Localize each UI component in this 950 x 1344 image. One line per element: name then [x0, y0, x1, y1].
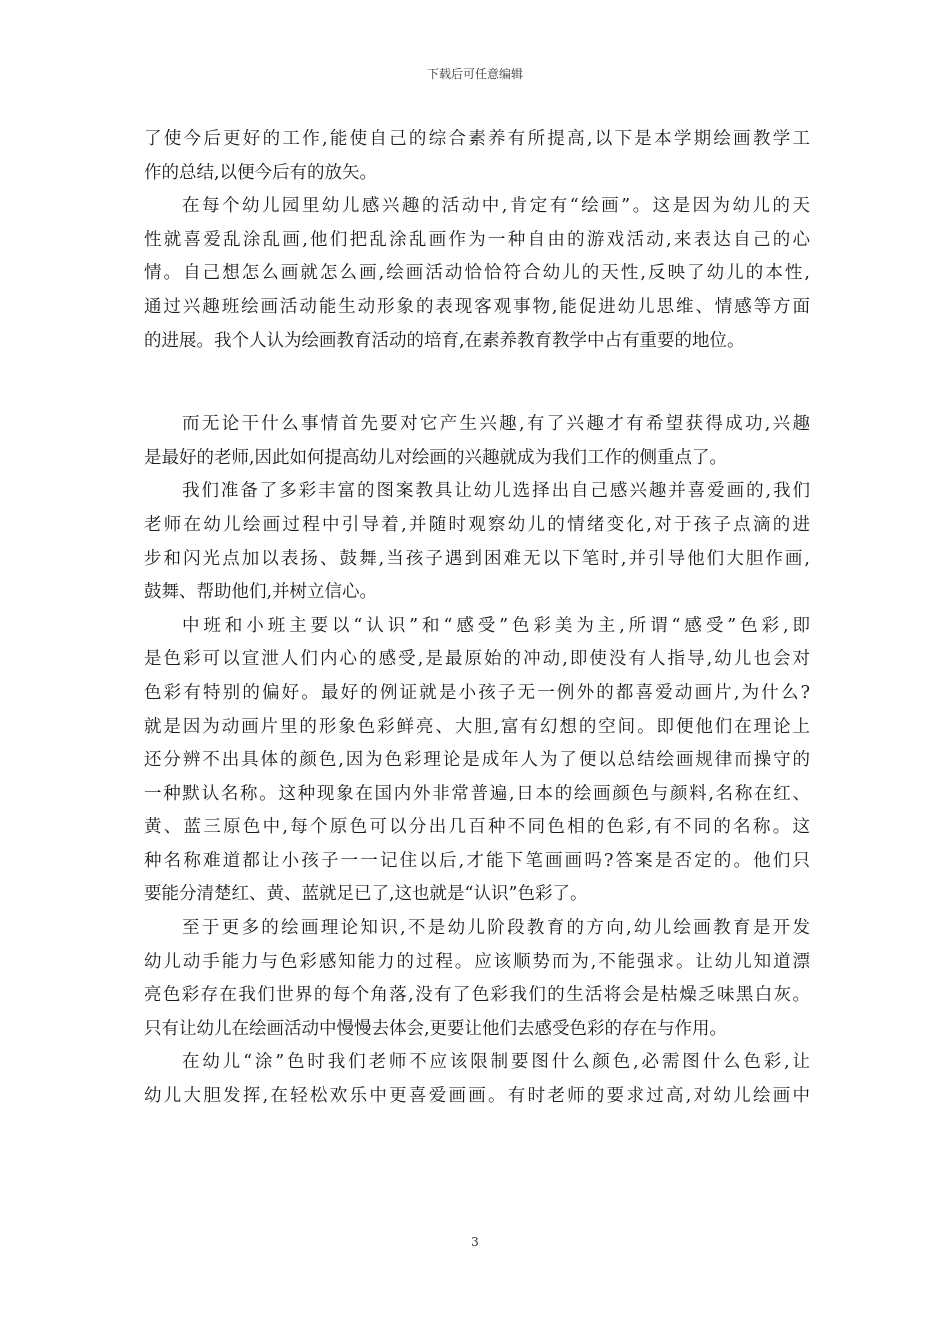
- text-line: 作的总结,以便今后有的放矢。: [144, 162, 378, 183]
- text-line: 黄、蓝三原色中,每个原色可以分出几百种不同色相的色彩,有不同的名称。这: [144, 817, 810, 838]
- paragraph: [144, 610, 810, 912]
- text-line: 的进展。我个人认为绘画教育活动的培育,在素养教育教学中占有重要的地位。: [144, 330, 745, 351]
- text-line: 还分辨不出具体的颜色,因为色彩理论是成年人为了便以总结绘画规律而操守的: [144, 750, 810, 771]
- text-line: 是最好的老师,因此如何提高幼儿对绘画的兴趣就成为我们工作的侧重点了。: [144, 447, 728, 468]
- text-line: 性就喜爱乱涂乱画,他们把乱涂乱画作为一种自由的游戏活动,来表达自己的心: [144, 229, 810, 250]
- text-line: 情。自己想怎么画就怎么画,绘画活动恰恰符合幼儿的天性,反映了幼儿的本性,: [144, 263, 810, 284]
- text-line: 亮色彩存在我们世界的每个角落,没有了色彩我们的生活将会是枯燥乏味黑白灰。: [144, 985, 810, 1006]
- text-line: 中班和小班主要以“认识”和“感受”色彩美为主,所谓“感受”色彩,即: [182, 615, 810, 636]
- text-line: 是色彩可以宣泄人们内心的感受,是最原始的冲动,即使没有人指导,幼儿也会对: [144, 649, 810, 670]
- paragraph-gap: [144, 358, 810, 408]
- paragraph: [144, 408, 810, 475]
- text-line: 步和闪光点加以表扬、鼓舞,当孩子遇到困难无以下笔时,并引导他们大胆作画,: [144, 548, 810, 569]
- text-line: 通过兴趣班绘画活动能生动形象的表现客观事物,能促进幼儿思维、情感等方面: [144, 296, 810, 317]
- text-line: 只有让幼儿在绘画活动中慢慢去体会,更要让他们去感受色彩的存在与作用。: [144, 1018, 728, 1039]
- text-line: 而无论干什么事情首先要对它产生兴趣,有了兴趣才有希望获得成功,兴趣: [182, 414, 810, 435]
- document-body: [144, 123, 810, 1114]
- text-line: 要能分清楚红、黄、蓝就足已了,这也就是“认识”色彩了。: [144, 884, 588, 905]
- text-line: 至于更多的绘画理论知识,不是幼儿阶段教育的方向,幼儿绘画教育是开发: [182, 918, 810, 939]
- paragraph: [144, 475, 810, 609]
- text-line: 一种默认名称。这种现象在国内外非常普遍,日本的绘画颜色与颜料,名称在红、: [144, 783, 810, 804]
- text-line: 种名称难道都让小孩子一一记住以后,才能下笔画画吗?答案是否定的。他们只: [144, 850, 810, 871]
- text-line: 在每个幼儿园里幼儿感兴趣的活动中,肯定有“绘画”。这是因为幼儿的天: [182, 196, 810, 217]
- paragraph: [144, 123, 810, 190]
- text-line: 色彩有特别的偏好。最好的例证就是小孩子无一例外的都喜爱动画片,为什么?: [144, 682, 810, 703]
- text-line: 鼓舞、帮助他们,并树立信心。: [144, 582, 378, 603]
- paragraph: [144, 1046, 810, 1113]
- text-line: 在幼儿“涂”色时我们老师不应该限制要图什么颜色,必需图什么色彩,让: [182, 1052, 810, 1073]
- text-line: 幼儿动手能力与色彩感知能力的过程。应该顺势而为,不能强求。让幼儿知道漂: [144, 951, 810, 972]
- text-line: 就是因为动画片里的形象色彩鲜亮、大胆,富有幻想的空间。即便他们在理论上: [144, 716, 810, 737]
- page-header: 下载后可任意编辑: [426, 67, 523, 81]
- text-line: 我们准备了多彩丰富的图案教具让幼儿选择出自己感兴趣并喜爱画的,我们: [182, 481, 810, 502]
- page-number: 3: [471, 1235, 479, 1249]
- text-line: 了使今后更好的工作,能使自己的综合素养有所提高,以下是本学期绘画教学工: [144, 129, 810, 149]
- paragraph: [144, 190, 810, 358]
- text-line: 幼儿大胆发挥,在轻松欢乐中更喜爱画画。有时老师的要求过高,对幼儿绘画中: [144, 1086, 810, 1107]
- text-line: 老师在幼儿绘画过程中引导着,并随时观察幼儿的情绪变化,对于孩子点滴的进: [144, 514, 810, 535]
- paragraph: [144, 912, 810, 1046]
